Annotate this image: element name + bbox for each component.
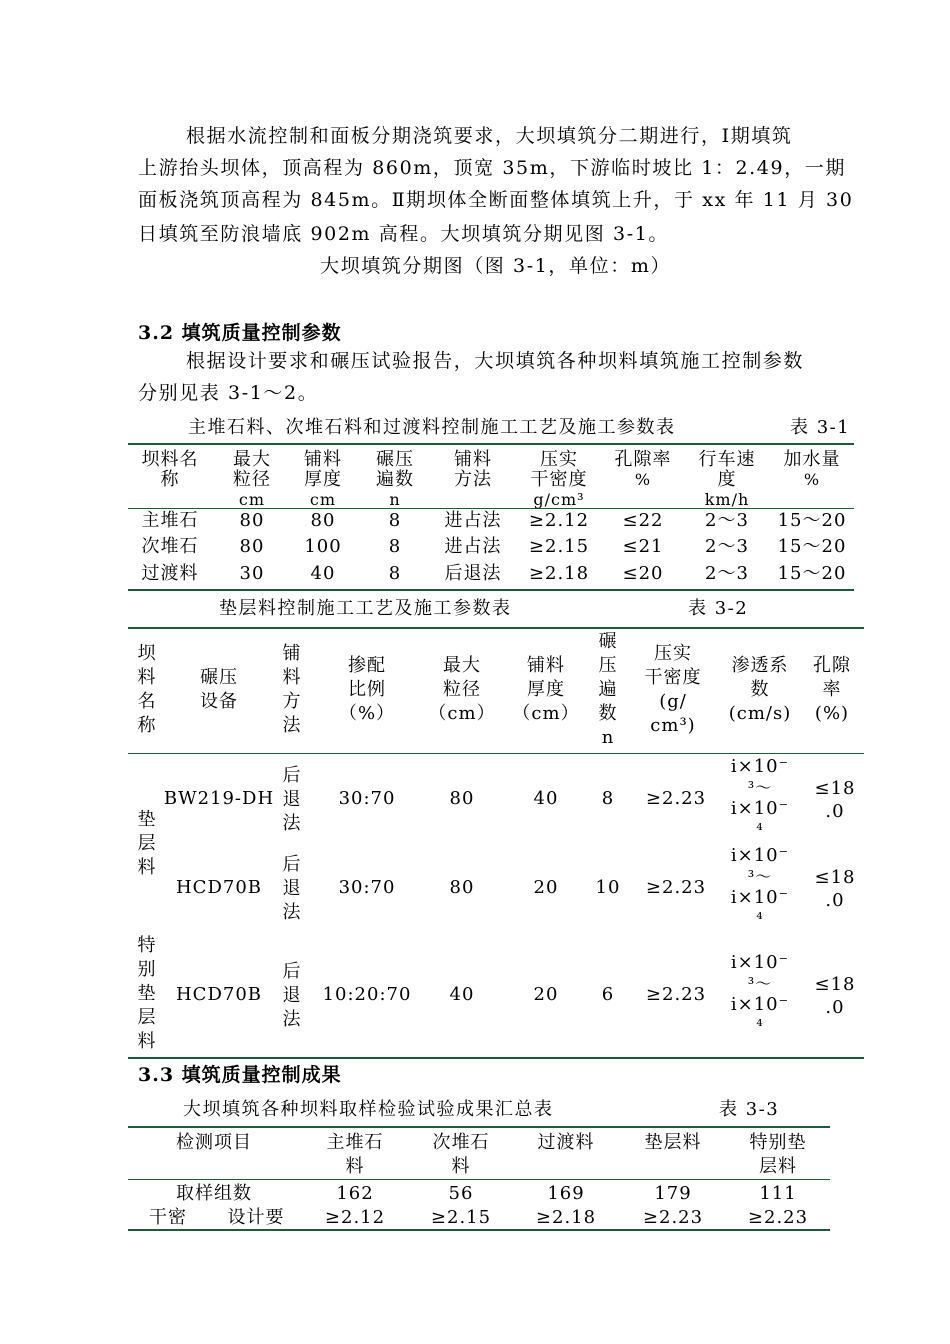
- table-cell: 162: [336, 1183, 374, 1204]
- column-header: [339, 654, 395, 726]
- table-bottom-rule: [128, 1057, 864, 1059]
- header-line: （cm）: [512, 703, 580, 724]
- table-cell: 主堆石: [141, 510, 199, 531]
- cell-line: ³～: [747, 778, 773, 797]
- table-cell: 80: [239, 510, 265, 531]
- header-line: km/h: [704, 490, 750, 509]
- header-line: cm: [309, 490, 337, 509]
- cell-line: i×10⁻: [730, 887, 790, 908]
- column-header: [142, 450, 199, 490]
- header-line: 比例: [347, 679, 386, 700]
- cell-line: i×10⁻: [730, 756, 790, 777]
- header-line: 坝料名: [141, 449, 199, 470]
- header-line: 过渡料: [537, 1132, 595, 1153]
- cell-line: .0: [825, 997, 845, 1018]
- header-line: 压实: [540, 449, 578, 470]
- header-line: 厚度: [304, 469, 342, 490]
- header-line: 方法: [454, 469, 492, 490]
- table-cell: [283, 764, 302, 836]
- table-cell: [731, 845, 789, 929]
- group-label: [138, 934, 157, 1054]
- cell-line: i×10⁻: [730, 952, 790, 973]
- table-cell: 40: [533, 788, 559, 809]
- header-line: cm: [238, 490, 266, 509]
- group-label-char: 垫: [137, 983, 157, 1004]
- table-cell: ≥2.23: [747, 1207, 809, 1228]
- cell-line: 退: [282, 985, 302, 1006]
- cell-line: 法: [282, 902, 302, 923]
- group-label-char: 料: [137, 1031, 157, 1052]
- table-cell: 30: [239, 563, 265, 584]
- column-header: [538, 1131, 595, 1155]
- header-line: 最大: [443, 655, 481, 676]
- table-cell: 8: [388, 510, 402, 531]
- cell-line: ⁴: [756, 820, 764, 839]
- column-header: [454, 450, 492, 490]
- column-header: [376, 450, 414, 510]
- column-header: [176, 1131, 252, 1155]
- table-cell: ≥2.23: [645, 877, 707, 898]
- column-header: [750, 1131, 807, 1179]
- column-header: [428, 654, 495, 726]
- header-line: (g/: [659, 691, 687, 712]
- cell-line: ³～: [747, 974, 773, 993]
- table-cell: 进占法: [444, 510, 502, 531]
- cell-line: ³～: [747, 867, 773, 886]
- header-line: 层料: [759, 1156, 797, 1177]
- header-line: 行车速: [698, 449, 756, 470]
- header-line: n: [389, 490, 401, 509]
- table-cell: ≤22: [622, 510, 664, 531]
- cell-line: 后: [282, 854, 302, 875]
- table-cell: 20: [533, 984, 559, 1005]
- group-label-char: 层: [137, 1007, 157, 1028]
- column-header: [304, 450, 342, 510]
- header-line: 设备: [200, 691, 238, 712]
- table-cell: 111: [759, 1183, 797, 1204]
- table-cell: ≥2.23: [645, 788, 707, 809]
- column-header: [813, 654, 851, 726]
- column-header: [645, 642, 702, 738]
- table-cell: 80: [449, 877, 475, 898]
- column-header: [615, 450, 672, 490]
- header-line: 压: [598, 655, 618, 676]
- table-cell: 15～20: [777, 536, 847, 557]
- table-cell: 40: [310, 563, 336, 584]
- header-line: 特别垫: [749, 1132, 807, 1153]
- header-line: 数: [750, 679, 770, 700]
- header-line: 加水量: [783, 449, 841, 470]
- table-label: 表 3-3: [719, 1099, 780, 1120]
- group-label-char: 料: [137, 857, 157, 878]
- header-line: 遍数: [376, 469, 414, 490]
- table-top-rule: [128, 627, 864, 629]
- header-line: 料: [345, 1156, 365, 1177]
- cell-line: .0: [825, 801, 845, 822]
- table-top-rule: [128, 1126, 830, 1128]
- header-line: 孔隙率: [614, 449, 672, 470]
- header-line: (%): [814, 703, 850, 724]
- table-cell: 8: [388, 536, 402, 557]
- group-label-char: 层: [137, 833, 157, 854]
- header-line: 厚度: [527, 679, 565, 700]
- table-header-rule: [128, 1179, 830, 1180]
- header-line: 遍: [598, 679, 618, 700]
- header-line: 铺料: [304, 449, 342, 470]
- table-cell: 过渡料: [141, 563, 199, 584]
- header-line: g/cm³: [533, 490, 585, 509]
- header-line: 粒径: [443, 679, 481, 700]
- cell-line: 退: [282, 878, 302, 899]
- column-header: [200, 666, 238, 714]
- cell-line: 后: [282, 961, 302, 982]
- row-label: 干密: [149, 1207, 187, 1228]
- header-line: 名: [137, 691, 157, 712]
- header-line: 度: [717, 469, 737, 490]
- table-cell: 8: [388, 563, 402, 584]
- table-cell: 次堆石: [141, 536, 199, 557]
- table-top-rule: [128, 443, 854, 445]
- cell-line: 法: [282, 1009, 302, 1030]
- header-line: 粒径: [233, 469, 271, 490]
- table-cell: 40: [449, 984, 475, 1005]
- header-line: 铺料: [527, 655, 565, 676]
- header-line: %: [634, 470, 652, 489]
- header-line: 铺料: [454, 449, 492, 470]
- cell-line: ⁴: [756, 1016, 764, 1035]
- section-heading: 3.2 填筑质量控制参数: [138, 322, 342, 344]
- table-cell: HCD70B: [175, 984, 263, 1005]
- table-cell: 100: [304, 536, 342, 557]
- table-cell: 56: [448, 1183, 474, 1204]
- header-line: 干密度: [530, 469, 588, 490]
- table-cell: [731, 756, 789, 840]
- table-header-rule: [128, 753, 864, 754]
- cell-line: ≤18: [814, 778, 856, 799]
- table-cell: 30:70: [338, 877, 396, 898]
- table-cell: ≤20: [622, 563, 664, 584]
- table-cell: ≥2.15: [528, 536, 590, 557]
- column-header: [699, 450, 756, 510]
- table-cell: 2～3: [705, 510, 749, 531]
- header-line: 坝: [137, 643, 157, 664]
- header-line: 检测项目: [176, 1132, 252, 1153]
- table-label: 表 3-2: [688, 598, 749, 619]
- table-cell: 15～20: [777, 563, 847, 584]
- table-bottom-rule: [128, 589, 854, 591]
- header-line: 孔隙: [813, 655, 851, 676]
- cell-line: ≤18: [814, 867, 856, 888]
- table-cell: 进占法: [444, 536, 502, 557]
- header-line: 干密度: [644, 667, 702, 688]
- header-line: 数: [598, 703, 618, 724]
- table-cell: [283, 960, 302, 1032]
- header-line: 最大: [233, 449, 271, 470]
- table-cell: 80: [239, 536, 265, 557]
- header-line: 渗透系: [731, 655, 789, 676]
- table-bottom-rule: [128, 1229, 830, 1231]
- table-cell: ≥2.12: [324, 1207, 386, 1228]
- table-cell: 80: [449, 788, 475, 809]
- section-heading: 3.3 填筑质量控制成果: [138, 1064, 342, 1086]
- intro-line-2: 上游抬头坝体，顶高程为 860m，顶宽 35m，下游临时坡比 1：2.49，一期: [138, 157, 846, 179]
- table-caption: 大坝填筑各种坝料取样检验试验成果汇总表: [183, 1099, 554, 1120]
- header-line: 称: [137, 715, 157, 736]
- table-cell: 10: [595, 877, 621, 898]
- table-cell: 20: [533, 877, 559, 898]
- header-line: 次堆石: [432, 1132, 490, 1153]
- header-line: 掺配: [347, 655, 386, 676]
- cell-line: i×10⁻: [730, 845, 790, 866]
- header-line: （cm）: [428, 703, 496, 724]
- header-line: （%）: [338, 703, 396, 724]
- intro-line-4: 日填筑至防浪墙底 902m 高程。大坝填筑分期见图 3-1。: [138, 223, 669, 245]
- header-line: 碾: [598, 631, 618, 652]
- table-cell: [731, 952, 789, 1036]
- table-cell: ≥2.18: [528, 563, 590, 584]
- table-cell: ≥2.23: [642, 1207, 704, 1228]
- cell-line: 法: [282, 813, 302, 834]
- table-cell: 169: [547, 1183, 585, 1204]
- intro-line-1: 根据水流控制和面板分期浇筑要求，大坝填筑分二期进行，Ⅰ期填筑: [186, 125, 793, 147]
- header-line: cm³): [650, 715, 696, 736]
- table-cell: ≥2.12: [528, 510, 590, 531]
- column-header: [599, 630, 618, 750]
- cell-line: .0: [825, 890, 845, 911]
- intro-line-3: 面板浇筑顶高程为 845m。Ⅱ期坝体全断面整体填筑上升，于 xx 年 11 月 30: [138, 189, 854, 211]
- column-header: [138, 642, 157, 738]
- section-paragraph-line-1: 根据设计要求和碾压试验报告，大坝填筑各种坝料填筑施工控制参数: [186, 350, 805, 372]
- group-label-char: 垫: [137, 809, 157, 830]
- column-header: [531, 450, 588, 510]
- column-header: [512, 654, 579, 726]
- table-cell: 8: [601, 788, 615, 809]
- table-cell: 179: [654, 1183, 692, 1204]
- cell-line: i×10⁻: [730, 994, 790, 1015]
- column-header: [729, 654, 792, 726]
- header-line: 主堆石: [326, 1132, 384, 1153]
- header-line: 率: [822, 679, 842, 700]
- table-cell: BW219-DH: [163, 788, 275, 809]
- table-cell: [815, 866, 856, 912]
- column-header: [433, 1131, 490, 1179]
- row-sublabel: 设计要: [227, 1207, 285, 1228]
- table-cell: [815, 777, 856, 823]
- table-cell: 2～3: [705, 536, 749, 557]
- cell-line: ≤18: [814, 974, 856, 995]
- section-paragraph-line-2: 分别见表 3-1～2。: [138, 382, 319, 404]
- header-line: n: [601, 727, 615, 748]
- table-cell: [815, 973, 856, 1019]
- table-cell: ≤21: [622, 536, 664, 557]
- cell-line: 后: [282, 765, 302, 786]
- cell-line: ⁴: [756, 909, 764, 928]
- header-line: 碾压: [200, 667, 238, 688]
- table-caption: 主堆石料、次堆石料和过渡料控制施工工艺及施工参数表: [188, 417, 676, 438]
- group-label-char: 别: [137, 959, 157, 980]
- column-header: [784, 450, 841, 490]
- header-line: 料: [282, 667, 302, 688]
- header-line: 料: [137, 667, 157, 688]
- table-cell: ≥2.15: [430, 1207, 492, 1228]
- table-cell: 6: [601, 984, 615, 1005]
- figure-caption: 大坝填筑分期图（图 3-1，单位：m）: [320, 255, 672, 277]
- header-line: 压实: [654, 643, 692, 664]
- table-cell: 80: [310, 510, 336, 531]
- table-cell: 后退法: [444, 563, 502, 584]
- header-line: 碾压: [376, 449, 414, 470]
- column-header: [233, 450, 271, 510]
- group-label-char: 特: [137, 935, 157, 956]
- table-cell: 30:70: [338, 788, 396, 809]
- table-cell: [283, 853, 302, 925]
- table-label: 表 3-1: [790, 417, 851, 438]
- table-cell: ≥2.23: [645, 984, 707, 1005]
- header-line: (cm/s): [728, 703, 792, 724]
- row-label: 取样组数: [176, 1183, 252, 1204]
- column-header: [645, 1131, 702, 1155]
- column-header: [327, 1131, 384, 1179]
- column-header: [283, 642, 302, 738]
- table-cell: 2～3: [705, 563, 749, 584]
- cell-line: i×10⁻: [730, 798, 790, 819]
- header-line: 铺: [282, 643, 302, 664]
- header-line: 方: [282, 691, 302, 712]
- header-line: %: [803, 470, 821, 489]
- header-line: 料: [451, 1156, 471, 1177]
- table-cell: ≥2.18: [535, 1207, 597, 1228]
- header-line: 称: [160, 469, 180, 490]
- table-cell: 15～20: [777, 510, 847, 531]
- table-caption: 垫层料控制施工工艺及施工参数表: [219, 598, 512, 619]
- header-line: 垫层料: [644, 1132, 702, 1153]
- cell-line: 退: [282, 789, 302, 810]
- table-cell: HCD70B: [175, 877, 263, 898]
- group-label: [138, 808, 157, 880]
- table-cell: 10:20:70: [322, 984, 412, 1005]
- header-line: 法: [282, 715, 302, 736]
